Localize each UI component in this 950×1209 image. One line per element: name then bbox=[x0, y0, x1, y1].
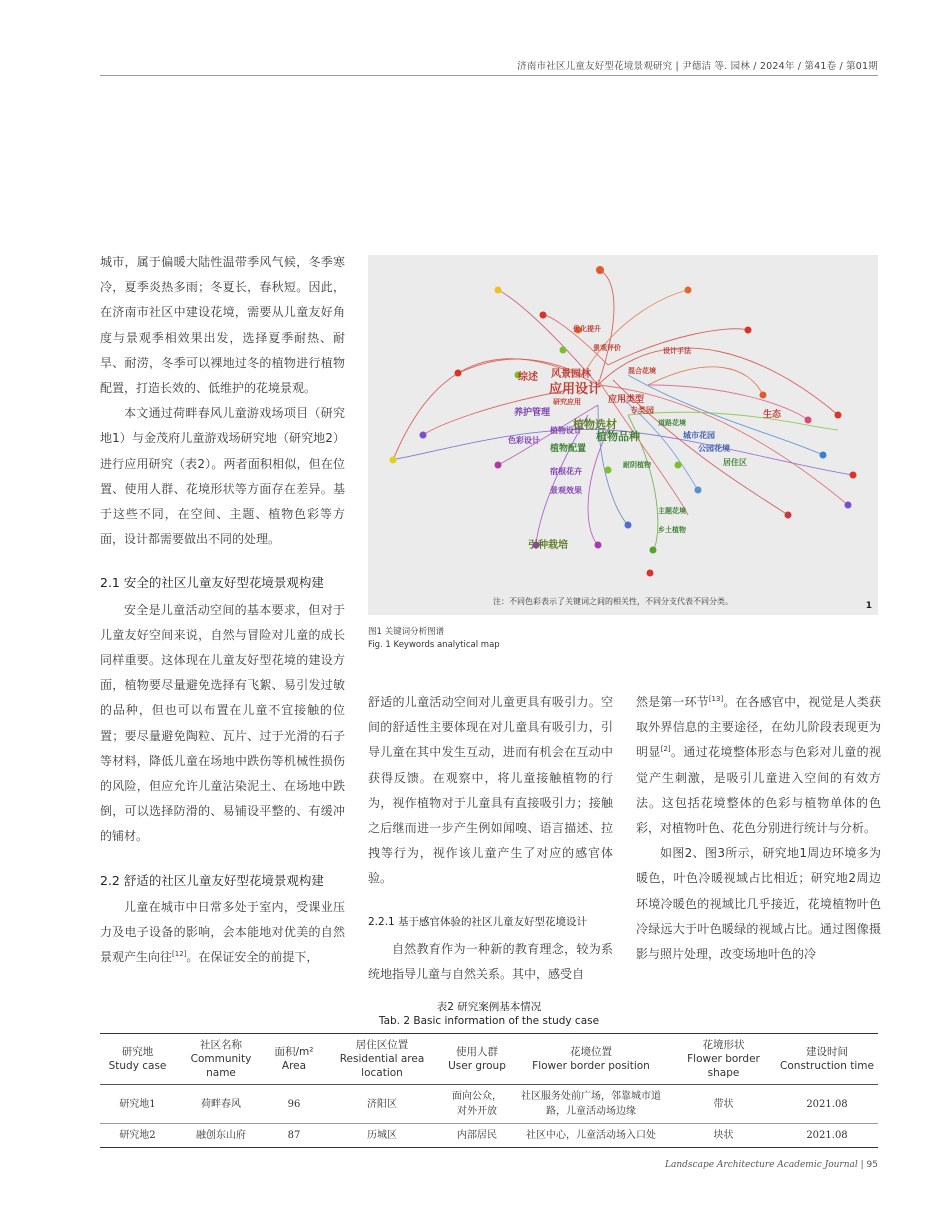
study-case-table bbox=[100, 1033, 878, 1148]
keyword-label: 植物配置 bbox=[550, 444, 587, 454]
table-cell: 2021.08 bbox=[776, 1085, 878, 1124]
paragraph: 儿童在城市中日常多处于室内，受课业压力及电子设备的影响，会本能地对优美的自然景观产生向往[12]。在保证安全的前提下， bbox=[100, 899, 345, 965]
table-cell: 内部居民 bbox=[443, 1124, 511, 1148]
table-cell: 面向公众，对外开放 bbox=[443, 1085, 511, 1124]
keyword-label: 主题花境 bbox=[658, 507, 686, 515]
section-heading-2-1: 2.1 安全的社区儿童友好型花境景观构建 bbox=[100, 575, 324, 591]
right-column bbox=[636, 690, 881, 967]
paragraph: 本文通过荷畔春风儿童游戏场项目（研究地1）与金茂府儿童游戏场研究地（研究地2）进行应用研究（表2）。两者面积相似，但在位置、使用人群、花境形状等方面存在差异。基于这些不同，在空间、主题、植物色彩等方面，设计都需要做出不同的处理。 bbox=[100, 406, 345, 547]
paragraph: 自然教育作为一种新的教育理念，较为系统地指导儿童与自然关系。其中，感受自 bbox=[368, 941, 613, 982]
table-header-cell: 使用人群 User group bbox=[443, 1034, 511, 1085]
paragraph: 然是第一环节[13]。在各感官中，视觉是人类获取外界信息的主要途径，在幼儿阶段表现更为明显[2]。通过花境整体形态与色彩对儿童的视觉产生刺激，是吸引儿童进入空间的有效方法。这包括花境整体的色彩与植物单体的色彩，对植物叶色、花色分别进行统计与分析。 bbox=[636, 695, 881, 836]
keyword-network-figure bbox=[368, 255, 878, 615]
keyword-label: 优化提升 bbox=[573, 325, 601, 333]
keyword-network-graph bbox=[368, 255, 878, 615]
keyword-label: 植物设计 bbox=[550, 426, 582, 435]
table-title-cn: 表2 研究案例基本情况 bbox=[436, 1001, 542, 1013]
figure-note: 注：不同色彩表示了关键词之间的相关性，不同分支代表不同分类。 bbox=[493, 597, 733, 606]
keyword-label: 城市花园 bbox=[683, 431, 715, 440]
keyword-label: 专类园 bbox=[630, 406, 654, 415]
table-cell: 87 bbox=[267, 1124, 321, 1148]
keyword-label: 居住区 bbox=[723, 458, 747, 467]
citation: [13] bbox=[708, 695, 724, 703]
table-header-cell: 居住区位置 Residential area location bbox=[321, 1034, 443, 1085]
table-cell: 社区中心，儿童活动场入口处 bbox=[511, 1124, 671, 1148]
keyword-label: 风景园林 bbox=[551, 369, 591, 380]
section-heading-2-2-1: 2.2.1 基于感官体验的社区儿童友好型花境设计 bbox=[368, 915, 588, 928]
table-cell: 研究地2 bbox=[100, 1124, 175, 1148]
table-cell: 济阳区 bbox=[321, 1085, 443, 1124]
keyword-label: 混合花境 bbox=[628, 367, 656, 375]
middle-column bbox=[368, 690, 613, 987]
table-caption bbox=[100, 1000, 878, 1028]
page-footer: Landscape Architecture Academic Journal | 95 bbox=[665, 1160, 878, 1170]
citation: [2] bbox=[660, 745, 671, 754]
table-header-cell: 面积/m² Area bbox=[267, 1034, 321, 1085]
paragraph: 如图2、图3所示，研究地1周边环境多为暖色，叶色冷暖视域占比相近；研究地2周边环境冷暖色的视域比几乎接近，花境植物叶色冷绿远大于叶色暖绿的视域占比。通过图像摄影与照片处理，改变场地叶色的冷 bbox=[636, 846, 881, 962]
table-row bbox=[100, 1124, 878, 1148]
table-cell: 历城区 bbox=[321, 1124, 443, 1148]
table-cell: 社区服务处前广场，邻靠城市道路，儿童活动场边缘 bbox=[511, 1085, 671, 1124]
keyword-label: 道路花境 bbox=[658, 419, 686, 427]
keyword-label: 引种栽培 bbox=[528, 540, 568, 551]
table-title-en: Tab. 2 Basic information of the study case bbox=[378, 1015, 600, 1027]
keyword-label: 耐阴植物 bbox=[623, 461, 651, 469]
table-row bbox=[100, 1085, 878, 1124]
keyword-label: 景观评价 bbox=[593, 344, 621, 352]
journal-name: Landscape Architecture Academic Journal bbox=[665, 1160, 858, 1170]
keyword-label: 景观效果 bbox=[550, 486, 582, 495]
section-heading-2-2: 2.2 舒适的社区儿童友好型花境景观构建 bbox=[100, 872, 324, 888]
left-column bbox=[100, 250, 345, 970]
keyword-label: 应用设计 bbox=[549, 382, 602, 397]
figure-caption bbox=[368, 626, 500, 652]
keyword-label: 设计手法 bbox=[663, 347, 691, 355]
figure-number: 1 bbox=[865, 601, 872, 611]
citation: [12] bbox=[172, 950, 187, 959]
figure-caption-en: Fig. 1 Keywords analytical map bbox=[368, 640, 500, 650]
table-cell: 带状 bbox=[671, 1085, 776, 1124]
keyword-label: 生态 bbox=[763, 410, 782, 420]
keyword-label: 应用类型 bbox=[608, 395, 645, 405]
keyword-label: 色彩设计 bbox=[508, 436, 540, 445]
table-cell: 研究地1 bbox=[100, 1085, 175, 1124]
keyword-label: 综述 bbox=[518, 372, 538, 383]
paragraph: 城市，属于偏暖大陆性温带季风气候，冬季寒冷，夏季炎热多雨；冬夏长，春秋短。因此，在济南市社区中建设花境，需要从儿童友好角度与景观季相效果出发，选择夏季耐热、耐旱、耐涝，冬季可以裸地过冬的植物进行植物配置，打造长效的、低维护的花境景观。 bbox=[100, 255, 345, 396]
table-cell: 块状 bbox=[671, 1124, 776, 1148]
table-header-cell: 花境位置 Flower border position bbox=[511, 1034, 671, 1085]
running-header: 济南市社区儿童友好型花境景观研究 | 尹德洁 等. 园林 / 2024年 / 第41卷 / 第01期 bbox=[517, 61, 878, 72]
table-cell: 融创东山府 bbox=[175, 1124, 267, 1148]
figure-caption-cn: 图1 关键词分析图谱 bbox=[368, 627, 445, 637]
keyword-label: 植物品种 bbox=[596, 430, 640, 443]
keyword-label: 研究应用 bbox=[553, 398, 581, 406]
paragraph: 舒适的儿童活动空间对儿童更具有吸引力。空间的舒适性主要体现在对儿童具有吸引力，引导儿童在其中发生互动，进而有机会在互动中获得反馈。在观察中，将儿童接触植物的行为，视作植物对于儿童具有直接吸引力；接触之后继而进一步产生例如闻嗅、语言描述、拉拽等行为，视作该儿童产生了对应的感官体验。 bbox=[368, 695, 613, 886]
keyword-label: 植物选材 bbox=[573, 418, 617, 431]
page-number: 95 bbox=[866, 1160, 878, 1170]
table-cell: 2021.08 bbox=[776, 1124, 878, 1148]
paragraph: 安全是儿童活动空间的基本要求，但对于儿童友好空间来说，自然与冒险对儿童的成长同样重要。这体现在儿童友好型花境的建设方面，植物要尽量避免选择有飞絮、易引发过敏的品种，但也可以布置在儿童不宜接触的位置；要尽量避免陶粒、瓦片、过于光滑的石子等材料，降低儿童在场地中跌伤等机械性损伤的风险，但应允许儿童沾染泥土、在场地中跌倒，可以选择防滑的、易铺设平整的、有缓冲的铺材。 bbox=[100, 602, 345, 844]
table-header-cell: 建设时间 Construction time bbox=[776, 1034, 878, 1085]
table-header-cell: 社区名称 Community name bbox=[175, 1034, 267, 1085]
keyword-label: 养护管理 bbox=[514, 408, 551, 418]
table-cell: 荷畔春风 bbox=[175, 1085, 267, 1124]
header-rule bbox=[100, 75, 878, 76]
table-header-cell: 研究地 Study case bbox=[100, 1034, 175, 1085]
keyword-label: 乡土植物 bbox=[658, 526, 686, 534]
table-header-row bbox=[100, 1034, 878, 1085]
table-cell: 96 bbox=[267, 1085, 321, 1124]
keyword-label: 公园花境 bbox=[698, 444, 730, 453]
table-header-cell: 花境形状 Flower border shape bbox=[671, 1034, 776, 1085]
keyword-label: 宿根花卉 bbox=[550, 467, 582, 476]
